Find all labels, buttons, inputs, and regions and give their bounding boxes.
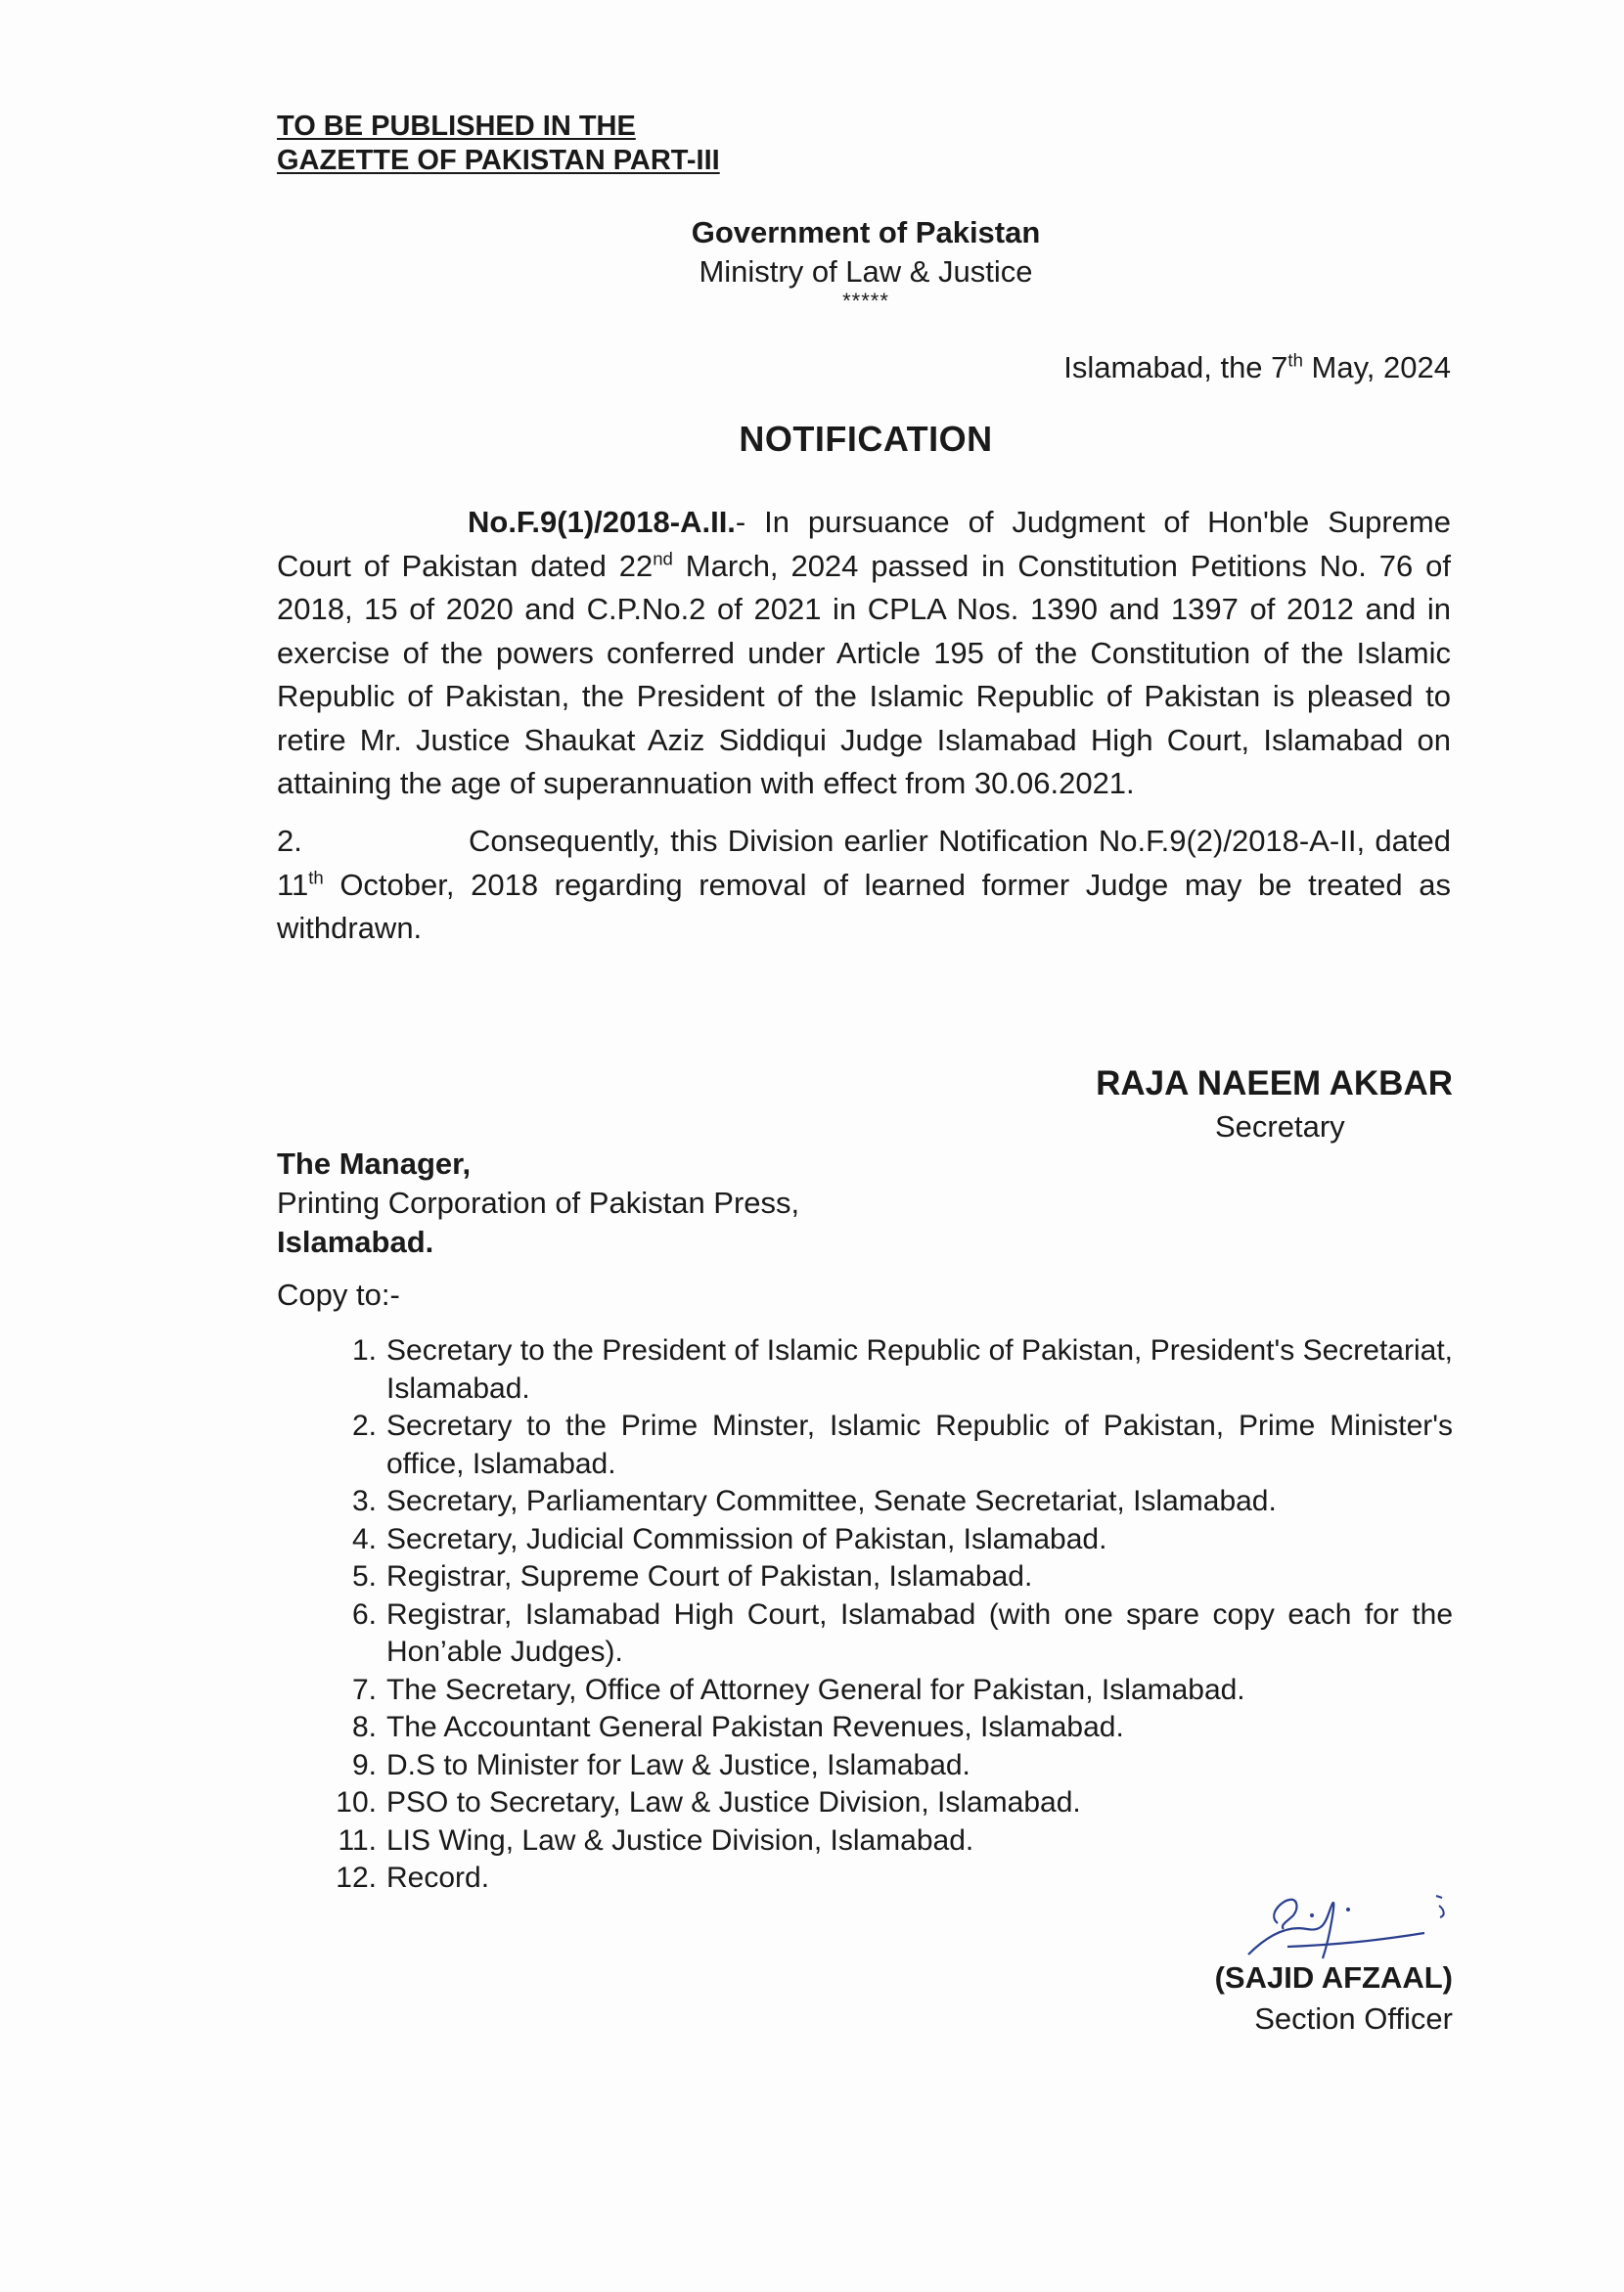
- addressee-line-3: Islamabad.: [277, 1225, 434, 1259]
- gazette-line-1: TO BE PUBLISHED IN THE: [277, 111, 636, 142]
- secretary-name: RAJA NAEEM AKBAR: [1096, 1064, 1453, 1102]
- list-item: 2. Secretary to the Prime Minster, Islamic Republic of Pakistan, Prime Minister's office, Islamabad.: [351, 1410, 1453, 1480]
- list-item: 9. D.S to Minister for Law & Justice, Islamabad.: [351, 1748, 970, 1781]
- list-item: 3. Secretary, Parliamentary Committee, Senate Secretariat, Islamabad.: [351, 1485, 1277, 1517]
- list-item: 10. PSO to Secretary, Law & Justice Division, Islamabad.: [336, 1786, 1081, 1819]
- ministry-name: Ministry of Law & Justice: [699, 254, 1033, 289]
- list-item: 7. The Secretary, Office of Attorney General for Pakistan, Islamabad.: [351, 1673, 1245, 1706]
- section-officer-title: Section Officer: [1254, 2001, 1453, 2036]
- paragraph-number: 2.: [277, 824, 302, 858]
- list-item: 11. LIS Wing, Law & Justice Division, Islamabad.: [338, 1823, 974, 1857]
- handwritten-signature: [1229, 1876, 1464, 1964]
- list-item: 5. Registrar, Supreme Court of Pakistan, Islamabad.: [351, 1560, 1033, 1593]
- distribution-list: [323, 1332, 1453, 1898]
- issue-date: Islamabad, the 7th May, 2024: [1063, 349, 1451, 384]
- list-item: 1. Secretary to the President of Islamic Republic of Pakistan, President's Secretariat, Islamabad.: [351, 1334, 1453, 1405]
- paragraph-1: No.F.9(1)/2018-A.II.- In pursuance of Judgment of Hon'ble Supreme Court of Pakistan dated 22nd March, 2024 passed in Constitution Petitions No. 76 of 2018, 15 of 2020 and C.P.No.2 of 2021 in CPLA Nos. 1390 and 1397 of 2012 and in exercise of the powers conferred under Article 195 of the Constitution of the Islamic Republic of Pakistan, the President of the Islamic Republic of Pakistan is pleased to retire Mr. Justice Shaukat Aziz Siddiqui Judge Islamabad High Court, Islamabad on attaining the age of superannuation with effect from 30.06.2021.: [277, 505, 1451, 800]
- letterhead: [587, 213, 1145, 311]
- paragraph-2: 2. Consequently, this Division earlier Notification No.F.9(2)/2018-A-II, dated 11th October, 2018 regarding removal of learned former Judge may be treated as withdrawn.: [277, 820, 1451, 951]
- notification-title: NOTIFICATION: [739, 419, 993, 459]
- gazette-heading: [277, 110, 720, 178]
- copy-to-label: Copy to:-: [277, 1278, 400, 1312]
- secretary-title: Secretary: [1215, 1109, 1345, 1144]
- list-item: 4. Secretary, Judicial Commission of Pakistan, Islamabad.: [351, 1522, 1107, 1555]
- list-item: 12. Record.: [336, 1862, 490, 1894]
- separator-stars: *****: [842, 289, 889, 313]
- section-officer-name: (SAJID AFZAAL): [1214, 1960, 1453, 1995]
- notification-reference: No.F.9(1)/2018-A.II.: [468, 505, 736, 539]
- addressee-line-2: Printing Corporation of Pakistan Press,: [277, 1186, 800, 1220]
- addressee-line-1: The Manager,: [277, 1146, 472, 1181]
- gazette-line-2: GAZETTE OF PAKISTAN PART-III: [277, 145, 720, 176]
- addressee-block: [277, 1145, 799, 1262]
- list-item: 8. The Accountant General Pakistan Revenues, Islamabad.: [351, 1711, 1124, 1743]
- organization-name: Government of Pakistan: [691, 215, 1041, 249]
- list-item: 6. Registrar, Islamabad High Court, Islamabad (with one spare copy each for the Hon’able Judges).: [351, 1597, 1453, 1668]
